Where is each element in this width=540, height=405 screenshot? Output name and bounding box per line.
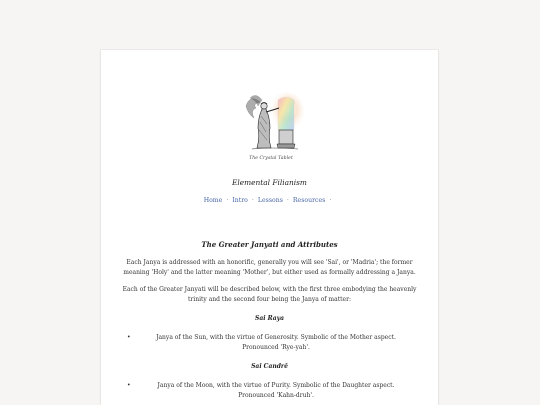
nav-intro[interactable]: Intro (232, 197, 248, 204)
main-nav (101, 197, 438, 204)
content-card (101, 50, 438, 405)
bullet-icon: • (127, 382, 131, 389)
logo-caption: The Crystal Tablet (249, 156, 293, 161)
list-item-text: Janya of the Sun, with the virtue of Generosity. Symbolic of the Mother aspect. Pronounced 'Rye-yah'. (156, 334, 396, 351)
section-heading: Sai Raya (255, 315, 284, 322)
site-title: Elemental Filianism (232, 178, 307, 187)
nav-resources[interactable]: Resources (292, 197, 326, 204)
list-item (127, 381, 413, 400)
nav-separator: · (251, 197, 254, 204)
nav-separator: · (329, 197, 332, 204)
nav-separator: · (286, 197, 289, 204)
section-heading: Sai Candrē (251, 363, 288, 370)
article-paragraph: Each Janya is addressed with an honorific, generally you will see 'Sai', or 'Madria'; the former meaning 'Holy' and the latter meaning 'Mother', but either used as formally addressing a Janya. (123, 259, 416, 276)
nav-home[interactable]: Home (203, 197, 223, 204)
bullet-icon: • (127, 334, 131, 341)
angel-tablet-illustration (236, 92, 306, 156)
article-title: The Greater Janyati and Attributes (201, 240, 338, 249)
nav-lessons[interactable]: Lessons (257, 197, 283, 204)
site-logo[interactable] (236, 92, 306, 168)
article-paragraph: Each of the Greater Janyati will be described below, with the first three embodying the heavenly trinity and the second four being the Janya of matter: (122, 286, 417, 303)
nav-separator: · (226, 197, 229, 204)
list-item (127, 333, 413, 352)
list-item-text: Janya of the Moon, with the virtue of Purity. Symbolic of the Daughter aspect. Pronounced 'Kahn-druh'. (157, 382, 395, 399)
